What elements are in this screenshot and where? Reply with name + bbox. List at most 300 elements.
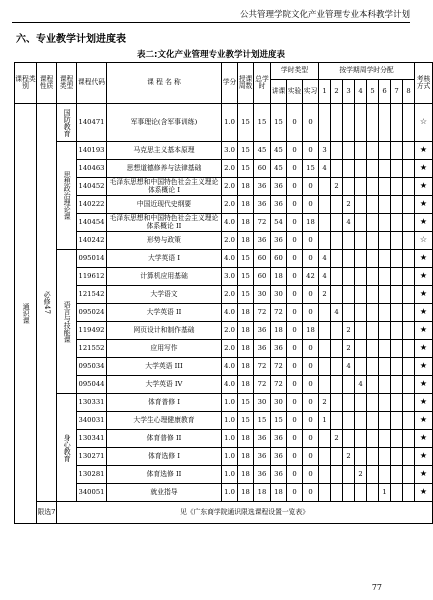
semester-hours xyxy=(367,340,379,358)
credit: 2.0 xyxy=(222,322,238,340)
semester-hours xyxy=(403,412,415,430)
col-code: 课程代码 xyxy=(77,63,107,104)
semester-hours xyxy=(391,394,403,412)
course-name: 军事理论(含军事训练) xyxy=(107,104,222,142)
semester-hours: 4 xyxy=(319,250,331,268)
semester-hours xyxy=(403,214,415,232)
semester-hours xyxy=(391,232,403,250)
weeks: 15 xyxy=(238,142,254,160)
semester-hours: 3 xyxy=(319,142,331,160)
semester-hours: 2 xyxy=(331,178,343,196)
semester-hours xyxy=(343,178,355,196)
semester-hours xyxy=(403,250,415,268)
col-total-hours: 总学时 xyxy=(254,63,271,104)
practice-hours: 0 xyxy=(303,448,319,466)
lecture-hours: 36 xyxy=(271,232,287,250)
practice-hours: 15 xyxy=(303,160,319,178)
semester-hours xyxy=(319,214,331,232)
weeks: 15 xyxy=(238,412,254,430)
course-name: 网页设计和制作基础 xyxy=(107,322,222,340)
experiment-hours: 0 xyxy=(287,358,303,376)
practice-hours: 0 xyxy=(303,484,319,502)
practice-hours: 0 xyxy=(303,196,319,214)
semester-hours: 2 xyxy=(319,394,331,412)
experiment-hours: 0 xyxy=(287,484,303,502)
course-type-cell: 语言与技能课 xyxy=(57,250,77,394)
table-row xyxy=(15,232,433,250)
course-name: 大学英语 IV xyxy=(107,376,222,394)
exam-mark: ★ xyxy=(415,250,433,268)
semester-hours xyxy=(331,268,343,286)
semester-hours xyxy=(379,104,391,142)
semester-hours xyxy=(367,104,379,142)
semester-hours xyxy=(343,412,355,430)
total-hours: 36 xyxy=(254,232,271,250)
weeks: 18 xyxy=(238,214,254,232)
semester-hours xyxy=(391,214,403,232)
total-hours: 36 xyxy=(254,466,271,484)
lecture-hours: 15 xyxy=(271,412,287,430)
practice-hours: 0 xyxy=(303,142,319,160)
semester-hours xyxy=(403,178,415,196)
col-practice: 实习 xyxy=(303,80,319,104)
experiment-hours: 0 xyxy=(287,394,303,412)
semester-hours xyxy=(319,466,331,484)
table-row xyxy=(15,430,433,448)
experiment-hours: 0 xyxy=(287,448,303,466)
semester-hours xyxy=(403,104,415,142)
semester-hours xyxy=(319,232,331,250)
lecture-hours: 18 xyxy=(271,322,287,340)
experiment-hours: 0 xyxy=(287,466,303,484)
semester-hours xyxy=(379,376,391,394)
teaching-plan-table xyxy=(14,62,433,524)
lecture-hours: 15 xyxy=(271,104,287,142)
practice-hours: 0 xyxy=(303,430,319,448)
col-type: 课程类型 xyxy=(57,63,77,104)
semester-hours xyxy=(331,196,343,214)
semester-hours xyxy=(355,394,367,412)
total-hours: 36 xyxy=(254,430,271,448)
course-code: 121552 xyxy=(77,340,107,358)
semester-hours xyxy=(331,286,343,304)
experiment-hours: 0 xyxy=(287,142,303,160)
semester-hours xyxy=(379,268,391,286)
course-code: 119612 xyxy=(77,268,107,286)
col-exam: 考核方式 xyxy=(415,63,433,104)
experiment-hours: 0 xyxy=(287,178,303,196)
semester-hours xyxy=(379,286,391,304)
total-hours: 30 xyxy=(254,286,271,304)
practice-hours: 0 xyxy=(303,104,319,142)
semester-hours xyxy=(379,448,391,466)
semester-hours xyxy=(319,104,331,142)
col-semester: 8 xyxy=(403,80,415,104)
credit: 4.0 xyxy=(222,358,238,376)
total-hours: 15 xyxy=(254,104,271,142)
total-hours: 18 xyxy=(254,484,271,502)
semester-hours xyxy=(403,322,415,340)
semester-hours xyxy=(379,214,391,232)
total-hours: 72 xyxy=(254,376,271,394)
semester-hours xyxy=(391,104,403,142)
table-row xyxy=(15,322,433,340)
col-credit: 学分 xyxy=(222,63,238,104)
semester-hours xyxy=(379,232,391,250)
credit: 2.0 xyxy=(222,160,238,178)
course-code: 140463 xyxy=(77,160,107,178)
semester-hours xyxy=(343,104,355,142)
course-name: 就业指导 xyxy=(107,484,222,502)
semester-hours xyxy=(343,286,355,304)
semester-hours xyxy=(355,232,367,250)
practice-hours: 0 xyxy=(303,340,319,358)
semester-hours xyxy=(343,232,355,250)
semester-hours xyxy=(367,232,379,250)
weeks: 18 xyxy=(238,304,254,322)
semester-hours xyxy=(355,250,367,268)
weeks: 18 xyxy=(238,232,254,250)
semester-hours xyxy=(367,160,379,178)
semester-hours xyxy=(343,304,355,322)
lecture-hours: 60 xyxy=(271,250,287,268)
table-caption: 表二:文化产业管理专业教学计划进度表 xyxy=(137,50,285,60)
experiment-hours: 0 xyxy=(287,232,303,250)
course-code: 140452 xyxy=(77,178,107,196)
semester-hours xyxy=(403,430,415,448)
semester-hours: 2 xyxy=(319,286,331,304)
col-semester-group: 按学期周学时分配 xyxy=(319,63,415,80)
col-semester: 3 xyxy=(343,80,355,104)
course-name: 计算机应用基础 xyxy=(107,268,222,286)
exam-mark: ★ xyxy=(415,412,433,430)
semester-hours xyxy=(379,250,391,268)
practice-hours: 0 xyxy=(303,394,319,412)
practice-hours: 42 xyxy=(303,268,319,286)
course-name: 大学英语 III xyxy=(107,358,222,376)
lecture-hours: 45 xyxy=(271,160,287,178)
semester-hours xyxy=(343,268,355,286)
semester-hours xyxy=(367,466,379,484)
course-code: 130281 xyxy=(77,466,107,484)
lecture-hours: 36 xyxy=(271,340,287,358)
semester-hours xyxy=(331,394,343,412)
total-hours: 36 xyxy=(254,196,271,214)
exam-mark: ☆ xyxy=(415,104,433,142)
exam-mark: ★ xyxy=(415,376,433,394)
semester-hours: 2 xyxy=(355,466,367,484)
semester-hours xyxy=(355,104,367,142)
semester-hours xyxy=(391,430,403,448)
course-name: 体育普修 I xyxy=(107,394,222,412)
course-name: 马克思主义基本原理 xyxy=(107,142,222,160)
practice-hours: 0 xyxy=(303,304,319,322)
semester-hours xyxy=(379,430,391,448)
semester-hours xyxy=(355,430,367,448)
credit: 4.0 xyxy=(222,214,238,232)
semester-hours xyxy=(319,358,331,376)
lecture-hours: 36 xyxy=(271,196,287,214)
semester-hours xyxy=(367,394,379,412)
weeks: 15 xyxy=(238,160,254,178)
semester-hours xyxy=(367,430,379,448)
semester-hours xyxy=(343,466,355,484)
semester-hours: 1 xyxy=(319,412,331,430)
weeks: 15 xyxy=(238,250,254,268)
semester-hours xyxy=(403,142,415,160)
credit: 1.0 xyxy=(222,430,238,448)
total-hours: 60 xyxy=(254,250,271,268)
semester-hours xyxy=(367,214,379,232)
total-hours: 36 xyxy=(254,448,271,466)
semester-hours xyxy=(331,160,343,178)
col-semester: 1 xyxy=(319,80,331,104)
semester-hours xyxy=(379,304,391,322)
semester-hours xyxy=(355,412,367,430)
exam-mark: ★ xyxy=(415,160,433,178)
credit: 2.0 xyxy=(222,232,238,250)
semester-hours xyxy=(367,304,379,322)
weeks: 18 xyxy=(238,178,254,196)
weeks: 18 xyxy=(238,430,254,448)
course-code: 121542 xyxy=(77,286,107,304)
credit: 4.0 xyxy=(222,250,238,268)
semester-hours xyxy=(367,376,379,394)
lecture-hours: 72 xyxy=(271,376,287,394)
semester-hours xyxy=(343,142,355,160)
semester-hours xyxy=(319,430,331,448)
semester-hours: 4 xyxy=(319,160,331,178)
lecture-hours: 45 xyxy=(271,142,287,160)
total-hours: 45 xyxy=(254,142,271,160)
col-experiment: 实验 xyxy=(287,80,303,104)
semester-hours: 2 xyxy=(343,196,355,214)
experiment-hours: 0 xyxy=(287,196,303,214)
semester-hours xyxy=(343,394,355,412)
credit: 1.0 xyxy=(222,466,238,484)
col-name: 课 程 名 称 xyxy=(107,63,222,104)
weeks: 18 xyxy=(238,448,254,466)
total-hours: 72 xyxy=(254,214,271,232)
semester-hours xyxy=(403,304,415,322)
semester-hours xyxy=(391,304,403,322)
credit: 2.0 xyxy=(222,178,238,196)
credit: 3.0 xyxy=(222,268,238,286)
semester-hours xyxy=(379,160,391,178)
table-row xyxy=(15,104,433,142)
credit: 4.0 xyxy=(222,304,238,322)
semester-hours xyxy=(367,484,379,502)
course-name: 毛泽东思想和中国特色社会主义理论体系概论 II xyxy=(107,214,222,232)
col-weeks: 授课周数 xyxy=(238,63,254,104)
lecture-hours: 36 xyxy=(271,430,287,448)
lecture-hours: 36 xyxy=(271,466,287,484)
semester-hours xyxy=(367,286,379,304)
weeks: 18 xyxy=(238,196,254,214)
practice-hours: 0 xyxy=(303,286,319,304)
course-name: 大学生心理健康教育 xyxy=(107,412,222,430)
table-row xyxy=(15,268,433,286)
running-title: 公共管理学院文化产业管理专业本科教学计划 xyxy=(239,10,410,20)
semester-hours xyxy=(367,268,379,286)
elective-note: 见《广东商学院通识限选课程设置一览表》 xyxy=(57,502,433,524)
semester-hours xyxy=(379,394,391,412)
experiment-hours: 0 xyxy=(287,322,303,340)
semester-hours xyxy=(367,448,379,466)
total-hours: 15 xyxy=(254,412,271,430)
semester-hours xyxy=(403,196,415,214)
experiment-hours: 0 xyxy=(287,412,303,430)
credit: 4.0 xyxy=(222,376,238,394)
semester-hours xyxy=(403,448,415,466)
course-code: 140471 xyxy=(77,104,107,142)
course-code: 130331 xyxy=(77,394,107,412)
exam-mark: ★ xyxy=(415,430,433,448)
course-code: 130271 xyxy=(77,448,107,466)
semester-hours xyxy=(391,376,403,394)
semester-hours xyxy=(319,196,331,214)
semester-hours xyxy=(391,412,403,430)
required-cell: 必修47 xyxy=(37,104,57,502)
col-semester: 5 xyxy=(367,80,379,104)
credit: 2.0 xyxy=(222,196,238,214)
credit: 1.0 xyxy=(222,484,238,502)
semester-hours xyxy=(355,304,367,322)
exam-mark: ★ xyxy=(415,448,433,466)
semester-hours xyxy=(403,466,415,484)
semester-hours xyxy=(355,484,367,502)
course-type-cell: 身心教育 xyxy=(57,394,77,502)
semester-hours xyxy=(331,104,343,142)
semester-hours xyxy=(367,196,379,214)
exam-mark: ★ xyxy=(415,340,433,358)
semester-hours: 2 xyxy=(331,430,343,448)
experiment-hours: 0 xyxy=(287,340,303,358)
semester-hours xyxy=(331,376,343,394)
credit: 1.0 xyxy=(222,104,238,142)
semester-hours xyxy=(379,412,391,430)
weeks: 18 xyxy=(238,484,254,502)
semester-hours xyxy=(367,322,379,340)
semester-hours xyxy=(343,376,355,394)
category-cell: 通识课 xyxy=(15,104,37,524)
practice-hours: 18 xyxy=(303,322,319,340)
semester-hours xyxy=(355,448,367,466)
credit: 1.0 xyxy=(222,448,238,466)
semester-hours xyxy=(319,304,331,322)
table-row xyxy=(15,250,433,268)
total-hours: 72 xyxy=(254,358,271,376)
table-row xyxy=(15,484,433,502)
semester-hours xyxy=(319,376,331,394)
weeks: 18 xyxy=(238,340,254,358)
practice-hours: 0 xyxy=(303,250,319,268)
weeks: 18 xyxy=(238,358,254,376)
semester-hours xyxy=(391,160,403,178)
practice-hours: 18 xyxy=(303,214,319,232)
semester-hours xyxy=(379,466,391,484)
semester-hours xyxy=(343,430,355,448)
table-row xyxy=(15,160,433,178)
weeks: 15 xyxy=(238,394,254,412)
course-name: 体育普修 II xyxy=(107,430,222,448)
credit: 2.0 xyxy=(222,340,238,358)
elective-cell: 限选7 xyxy=(37,502,57,524)
exam-mark: ★ xyxy=(415,322,433,340)
experiment-hours: 0 xyxy=(287,160,303,178)
semester-hours xyxy=(391,484,403,502)
semester-hours xyxy=(355,160,367,178)
lecture-hours: 72 xyxy=(271,304,287,322)
semester-hours xyxy=(391,286,403,304)
semester-hours xyxy=(403,268,415,286)
exam-mark: ☆ xyxy=(415,232,433,250)
experiment-hours: 0 xyxy=(287,104,303,142)
course-name: 大学英语 II xyxy=(107,304,222,322)
semester-hours xyxy=(319,448,331,466)
semester-hours xyxy=(391,466,403,484)
course-code: 140222 xyxy=(77,196,107,214)
semester-hours xyxy=(367,358,379,376)
total-hours: 72 xyxy=(254,304,271,322)
course-code: 095024 xyxy=(77,304,107,322)
table-row xyxy=(15,448,433,466)
semester-hours xyxy=(331,250,343,268)
col-semester: 6 xyxy=(379,80,391,104)
semester-hours xyxy=(379,196,391,214)
col-hours-group: 学时类型 xyxy=(271,63,319,80)
course-code: 140193 xyxy=(77,142,107,160)
semester-hours xyxy=(319,178,331,196)
course-code: 140454 xyxy=(77,214,107,232)
semester-hours xyxy=(355,142,367,160)
course-code: 119492 xyxy=(77,322,107,340)
experiment-hours: 0 xyxy=(287,268,303,286)
semester-hours xyxy=(367,178,379,196)
table-row xyxy=(15,304,433,322)
course-code: 095014 xyxy=(77,250,107,268)
course-name: 体育选修 II xyxy=(107,466,222,484)
exam-mark: ★ xyxy=(415,304,433,322)
semester-hours xyxy=(331,232,343,250)
practice-hours: 0 xyxy=(303,358,319,376)
course-name: 形势与政策 xyxy=(107,232,222,250)
semester-hours xyxy=(367,250,379,268)
semester-hours xyxy=(379,358,391,376)
semester-hours xyxy=(331,322,343,340)
experiment-hours: 0 xyxy=(287,214,303,232)
semester-hours: 4 xyxy=(331,304,343,322)
semester-hours xyxy=(331,448,343,466)
semester-hours xyxy=(355,214,367,232)
semester-hours xyxy=(403,160,415,178)
semester-hours xyxy=(391,322,403,340)
course-code: 095044 xyxy=(77,376,107,394)
semester-hours xyxy=(367,412,379,430)
semester-hours xyxy=(379,178,391,196)
table-row xyxy=(15,196,433,214)
semester-hours xyxy=(391,448,403,466)
col-semester: 2 xyxy=(331,80,343,104)
total-hours: 36 xyxy=(254,178,271,196)
semester-hours xyxy=(403,340,415,358)
col-nature: 课程性质 xyxy=(37,63,57,104)
semester-hours xyxy=(403,484,415,502)
total-hours: 60 xyxy=(254,268,271,286)
semester-hours xyxy=(391,340,403,358)
exam-mark: ★ xyxy=(415,178,433,196)
col-semester: 7 xyxy=(391,80,403,104)
